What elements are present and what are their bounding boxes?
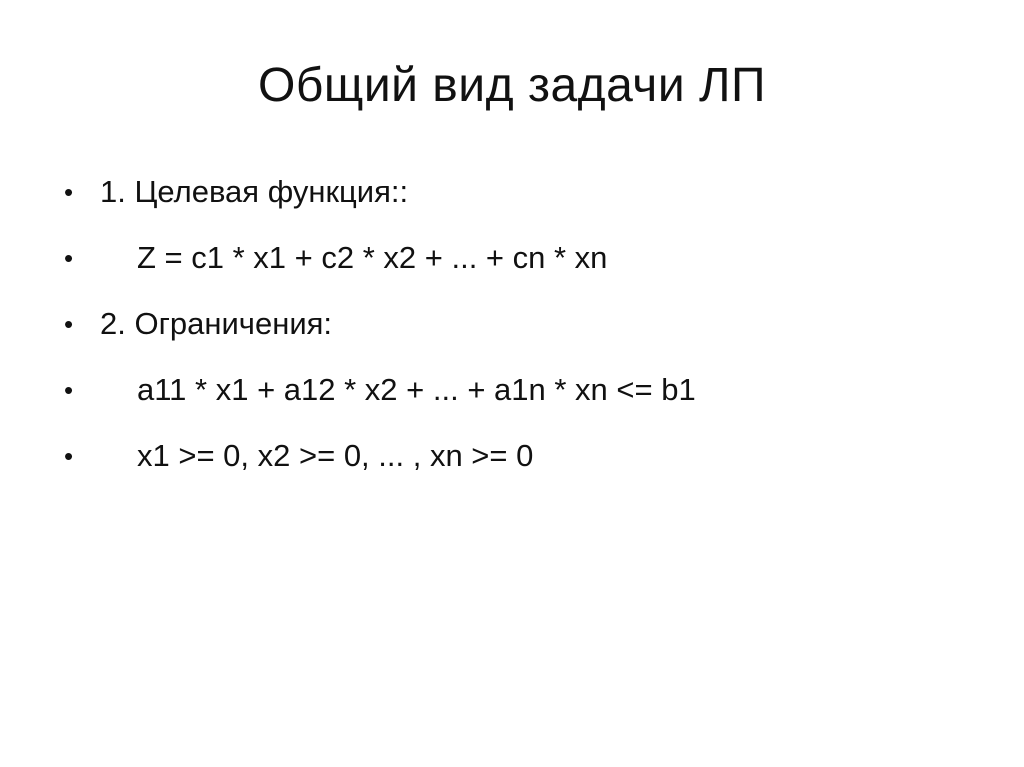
bullet-icon: • <box>64 243 74 273</box>
bullet-text: a11 * x1 + a12 * x2 + ... + a1n * xn <= b1 <box>137 372 696 407</box>
bullet-icon: • <box>64 309 74 339</box>
bullet-text: 1. Целевая функция:: <box>100 174 409 209</box>
slide-title: Общий вид задачи ЛП <box>258 59 766 112</box>
bullet-item <box>64 357 984 423</box>
bullet-icon: • <box>64 375 74 405</box>
bullet-icon: • <box>64 441 74 471</box>
bullet-item <box>64 423 984 489</box>
bullet-text: 2. Ограничения: <box>100 306 333 341</box>
bullet-item <box>64 159 984 225</box>
bullet-text: x1 >= 0, x2 >= 0, ... , xn >= 0 <box>137 438 534 473</box>
bullet-list <box>64 159 984 489</box>
bullet-icon: • <box>64 177 74 207</box>
bullet-item <box>64 225 984 291</box>
bullet-text: Z = c1 * x1 + c2 * x2 + ... + cn * xn <box>137 240 608 275</box>
bullet-item <box>64 291 984 357</box>
